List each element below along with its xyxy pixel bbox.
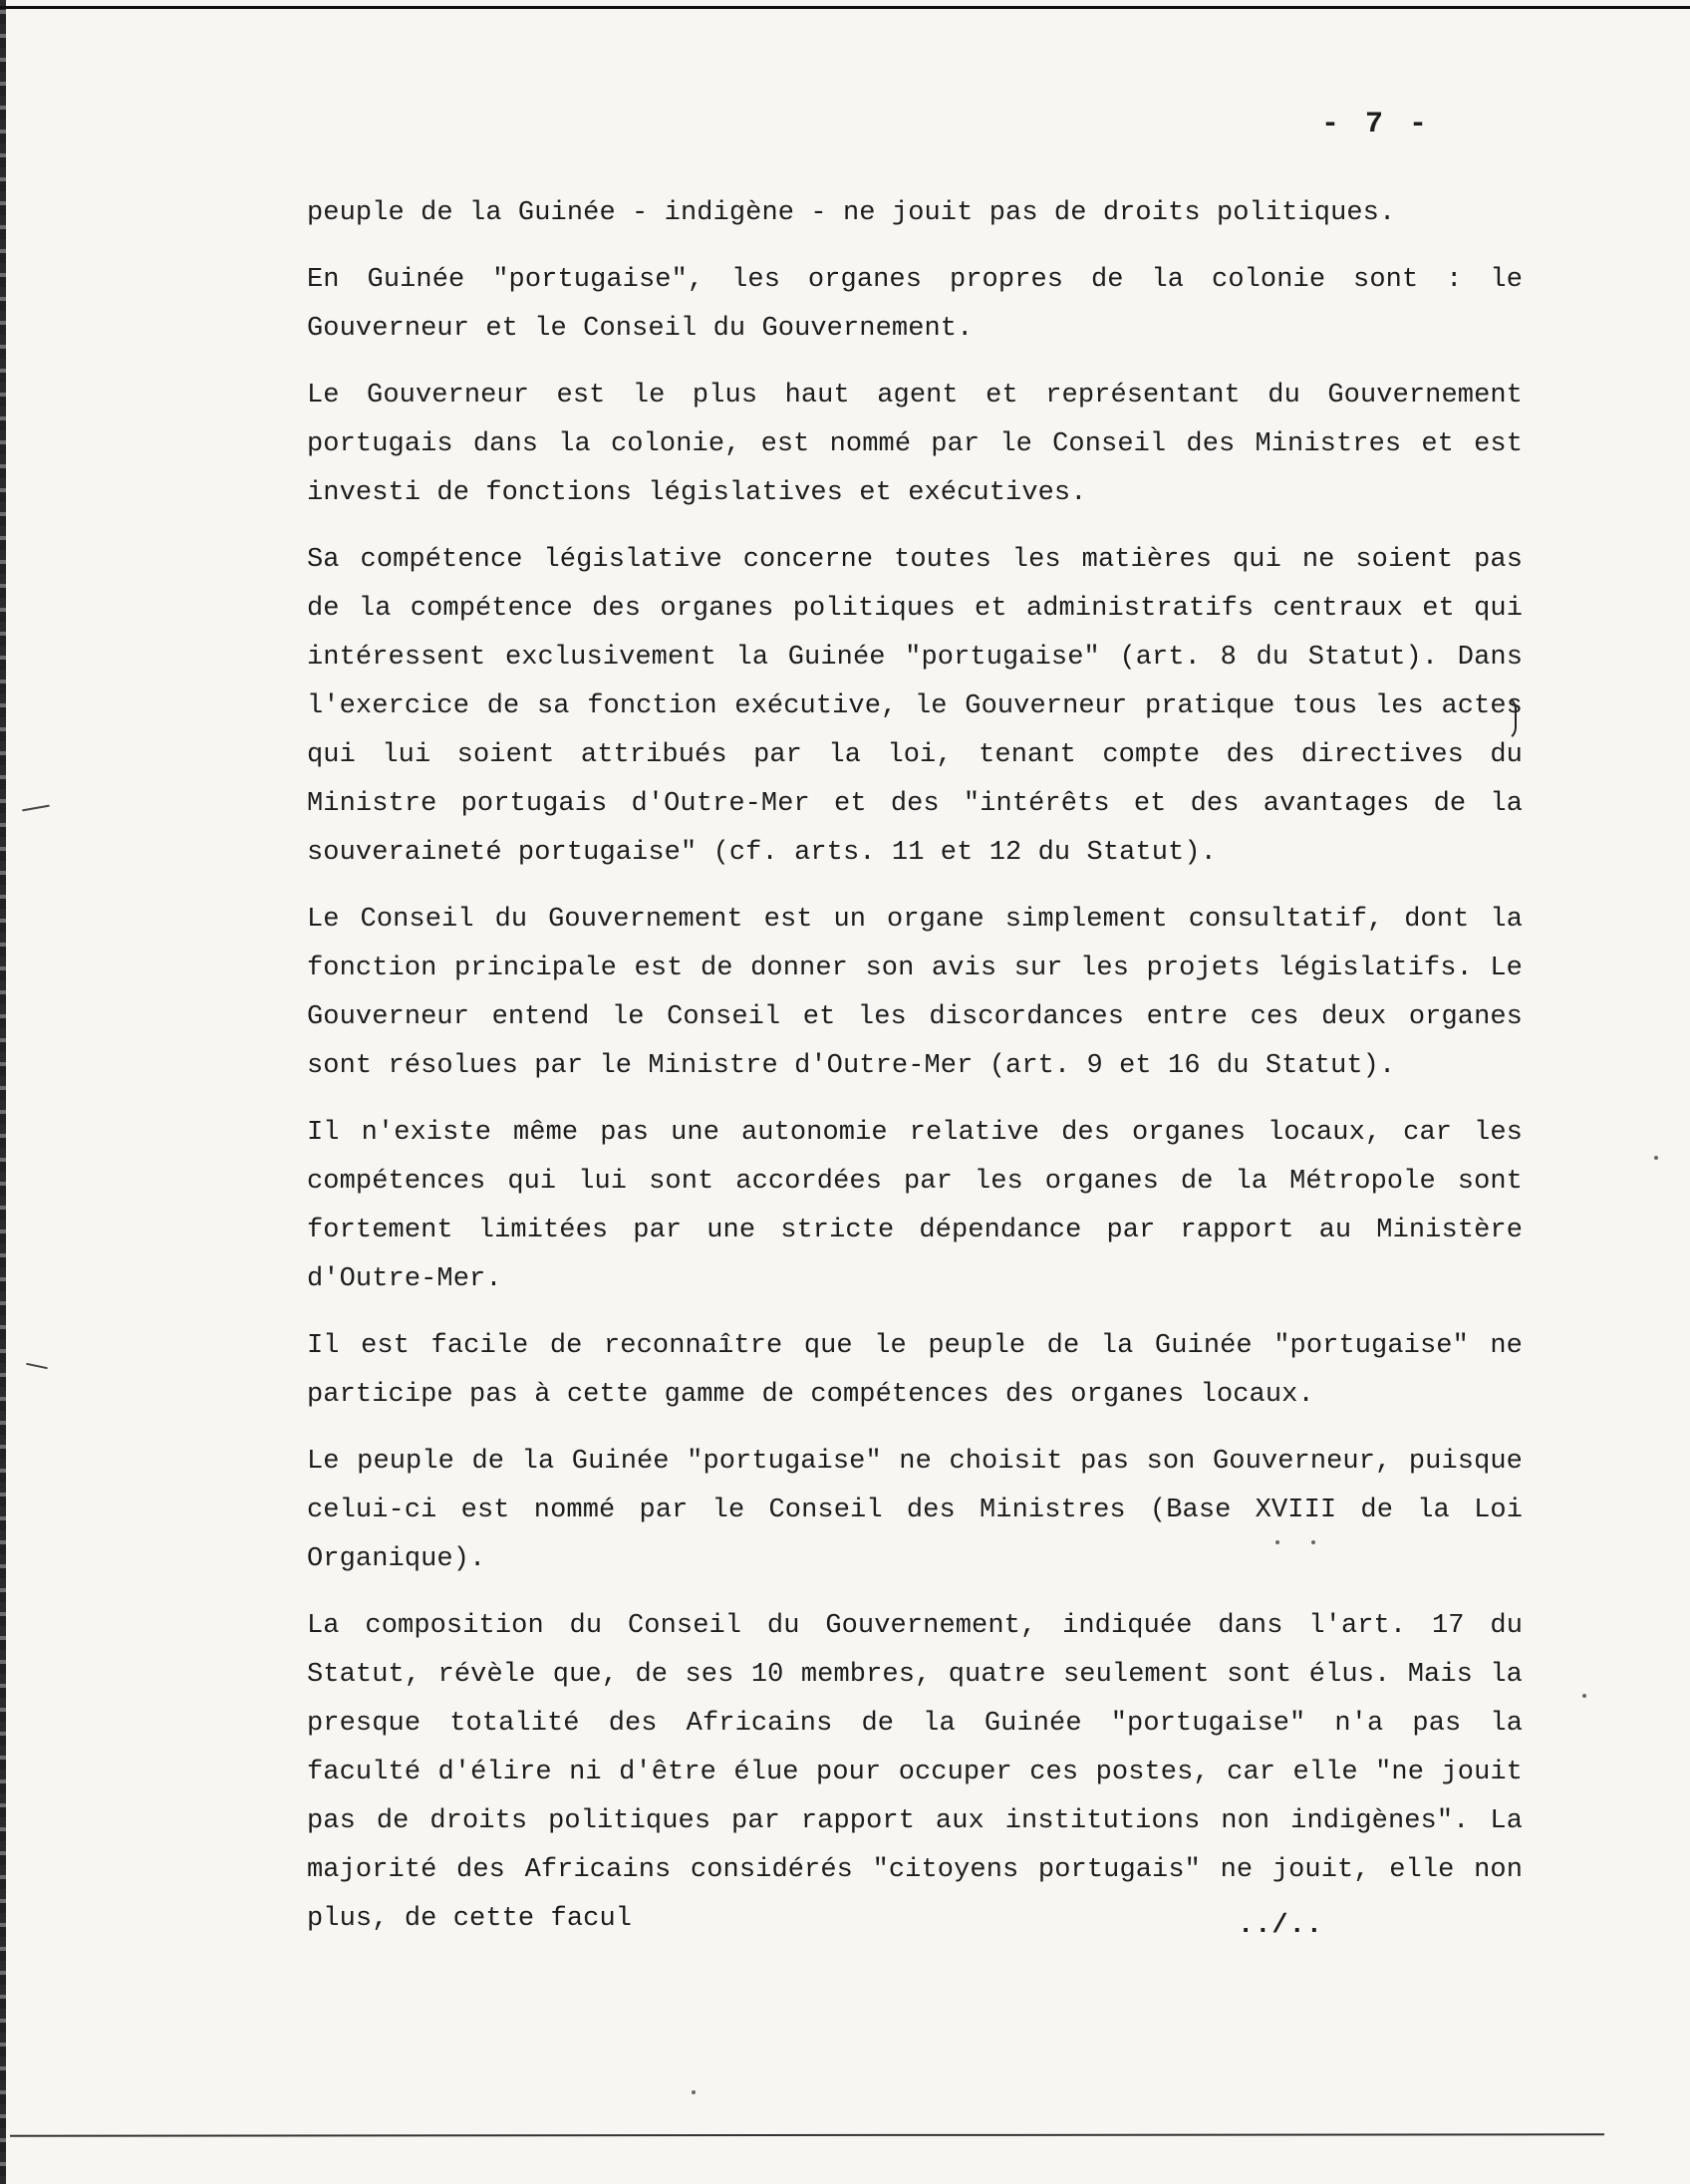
paragraph-4: Sa compétence législative concerne toutes les matières qui ne soient pas de la compétence des organes politiques et administratifs centraux et qui intéressent exclusivement la Guinée "portugaise" (art. 8 du Statut). Dans l'exercice de sa fonction exécutive, le Gouverneur pratique tous les actes qui lui soient attribués par la loi, tenant compte des directives du Ministre portugais d'Outre-Mer et des "intérêts et des avantages de la souveraineté portugaise" (cf. arts. 11 et 12 du Statut). <box>307 545 1523 868</box>
margin-bracket <box>1503 695 1517 741</box>
paragraph-3: Le Gouverneur est le plus haut agent et représentant du Gouvernement portugais dans la colonie, est nommé par le Conseil des Ministres et est investi de fonctions législatives et exécutives. <box>307 381 1523 508</box>
scan-dot <box>1654 1156 1658 1160</box>
bottom-rule <box>10 2133 1604 2136</box>
paragraph-6: Il n'existe même pas une autonomie relative des organes locaux, car les compétences qui lui sont accordées par les organes de la Métropole sont fortement limitées par une stricte dépendance par rapport au Ministère d'Outre-Mer. <box>307 1118 1523 1294</box>
paragraph-7: Il est facile de reconnaître que le peuple de la Guinée "portugaise" ne participe pas à cette gamme de compétences des organes locaux. <box>307 1331 1523 1410</box>
margin-mark <box>22 805 50 812</box>
scan-dot <box>692 2090 696 2094</box>
continuation-marker: ../.. <box>1238 1911 1324 1941</box>
scan-dot <box>1582 1694 1586 1698</box>
paragraph-2: En Guinée "portugaise", les organes propres de la colonie sont : le Gouverneur et le Conseil du Gouvernement. <box>307 265 1523 344</box>
paragraph-5: Le Conseil du Gouvernement est un organe simplement consultatif, dont la fonction principale est de donner son avis sur les projets législatifs. Le Gouverneur entend le Conseil et les discordances entre ces deux organes sont résolues par le Ministre d'Outre-Mer (art. 9 et 16 du Statut). <box>307 905 1523 1081</box>
paragraph-8: Le peuple de la Guinée "portugaise" ne choisit pas son Gouverneur, puisque celui-ci est nommé par le Conseil des Ministres (Base XVIII de la Loi Organique). <box>307 1447 1523 1574</box>
paragraph-1: peuple de la Guinée - indigène - ne jouit pas de droits politiques. <box>307 198 1396 228</box>
body-text <box>307 189 1523 1962</box>
paragraph-9: La composition du Conseil du Gouvernement, indiquée dans l'art. 17 du Statut, révèle que, de ses 10 membres, quatre seulement sont élus. Mais la presque totalité des Africains de la Guinée "portugaise" n'a pas la faculté d'élire ni d'être élue pour occuper ces postes, car elle "ne jouit pas de droits politiques par rapport aux institutions non indigènes". La majorité des Africains considérés "citoyens portugais" ne jouit, elle non plus, de cette facul <box>307 1611 1523 1934</box>
top-rule <box>0 6 1690 9</box>
scan-dot <box>1311 1540 1315 1544</box>
page-number: - 7 - <box>1321 108 1432 141</box>
scan-left-edge <box>0 0 6 2184</box>
margin-mark <box>26 1363 48 1370</box>
scan-dot <box>1275 1540 1279 1544</box>
